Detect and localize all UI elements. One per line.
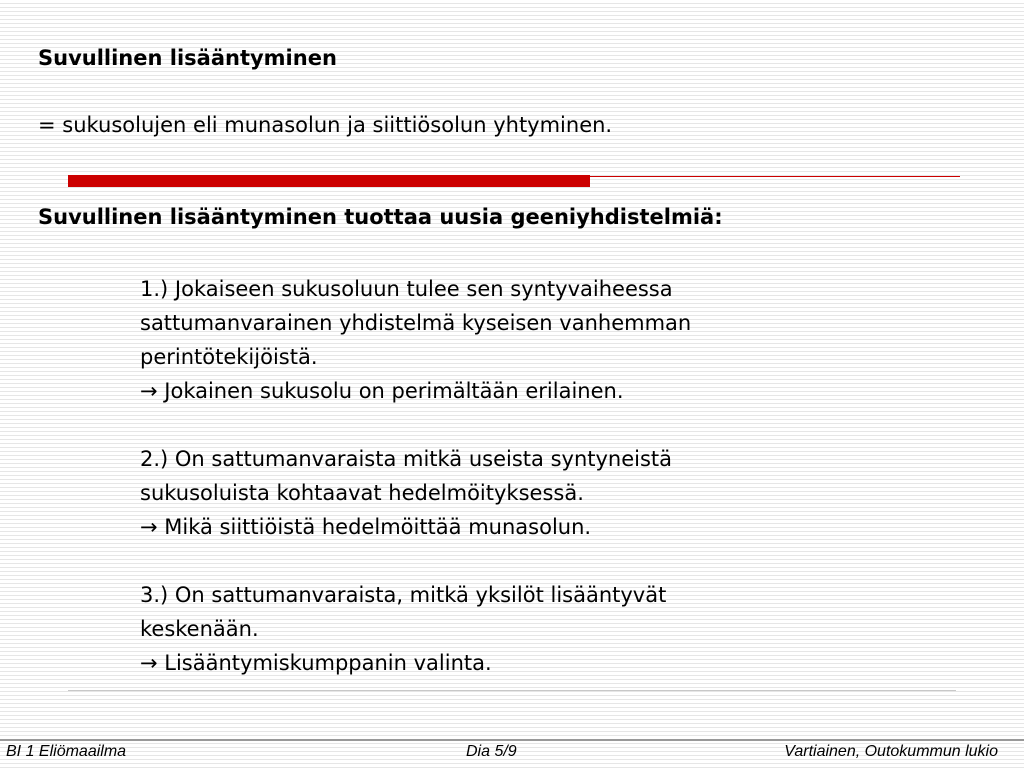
point-2-conclusion: → Mikä siittiöistä hedelmöittää munasolun. xyxy=(140,515,592,539)
point-1-line-2: sattumanvarainen yhdistelmä kyseisen vanhemman xyxy=(140,311,692,335)
point-2-line-1: 2.) On sattumanvaraista mitkä useista syntyneistä xyxy=(140,447,673,471)
point-3-line-1: 3.) On sattumanvaraista, mitkä yksilöt lisääntyvät xyxy=(140,583,667,607)
footer-course: BI 1 Eliömaailma xyxy=(6,743,127,760)
spacer xyxy=(140,544,691,578)
slide-title: Suvullinen lisääntyminen xyxy=(38,46,337,70)
points-list xyxy=(140,272,691,680)
content-divider xyxy=(68,690,956,691)
footer-divider xyxy=(0,739,1024,741)
point-3-conclusion: → Lisääntymiskumppanin valinta. xyxy=(140,651,492,675)
definition-text: = sukusolujen eli munasolun ja siittiösolun yhtyminen. xyxy=(38,113,613,137)
accent-bar xyxy=(68,175,590,187)
footer-author: Vartiainen, Outokummun lukio xyxy=(784,743,998,760)
point-1-conclusion: → Jokainen sukusolu on perimältään erilainen. xyxy=(140,379,624,403)
point-1-line-1: 1.) Jokaiseen sukusoluun tulee sen syntyvaiheessa xyxy=(140,277,673,301)
point-1-line-3: perintötekijöistä. xyxy=(140,345,318,369)
point-3-line-2: keskenään. xyxy=(140,617,259,641)
subheading: Suvullinen lisääntyminen tuottaa uusia geeniyhdistelmiä: xyxy=(38,205,723,229)
point-2-line-2: sukusoluista kohtaavat hedelmöityksessä. xyxy=(140,481,584,505)
spacer xyxy=(140,408,691,442)
footer-slide-number: Dia 5/9 xyxy=(466,743,517,760)
accent-line xyxy=(590,176,960,177)
